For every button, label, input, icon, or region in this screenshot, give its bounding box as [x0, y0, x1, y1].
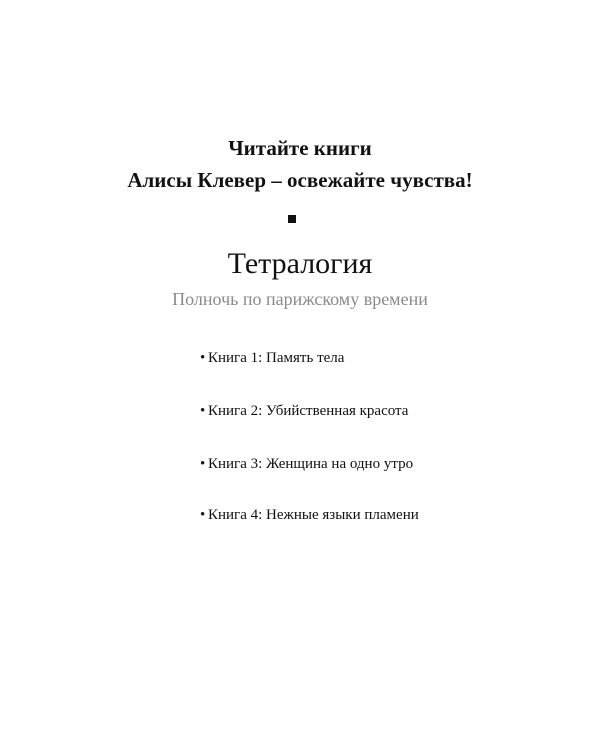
book-label: Книга 3: Женщина на одно утро: [208, 456, 414, 472]
book-item-2: [200, 401, 408, 421]
bullet-icon: •: [200, 403, 206, 419]
book-item-1: [200, 348, 344, 368]
bullet-icon: •: [200, 507, 206, 523]
series-subtitle: Полночь по парижскому времени: [172, 289, 428, 309]
book-item-4: [200, 505, 419, 525]
book-item-3: [200, 454, 413, 474]
book-label: Книга 4: Нежные языки пламени: [208, 507, 419, 523]
book-label: Книга 1: Память тела: [208, 350, 345, 366]
book-label: Книга 2: Убийственная красота: [208, 403, 409, 419]
promo-line-1: Читайте книги: [228, 136, 372, 160]
bullet-icon: •: [200, 350, 206, 366]
promo-line-2: Алисы Клевер – освежайте чувства!: [127, 168, 473, 192]
series-title: Тетралогия: [227, 247, 373, 280]
bullet-icon: •: [200, 456, 206, 472]
